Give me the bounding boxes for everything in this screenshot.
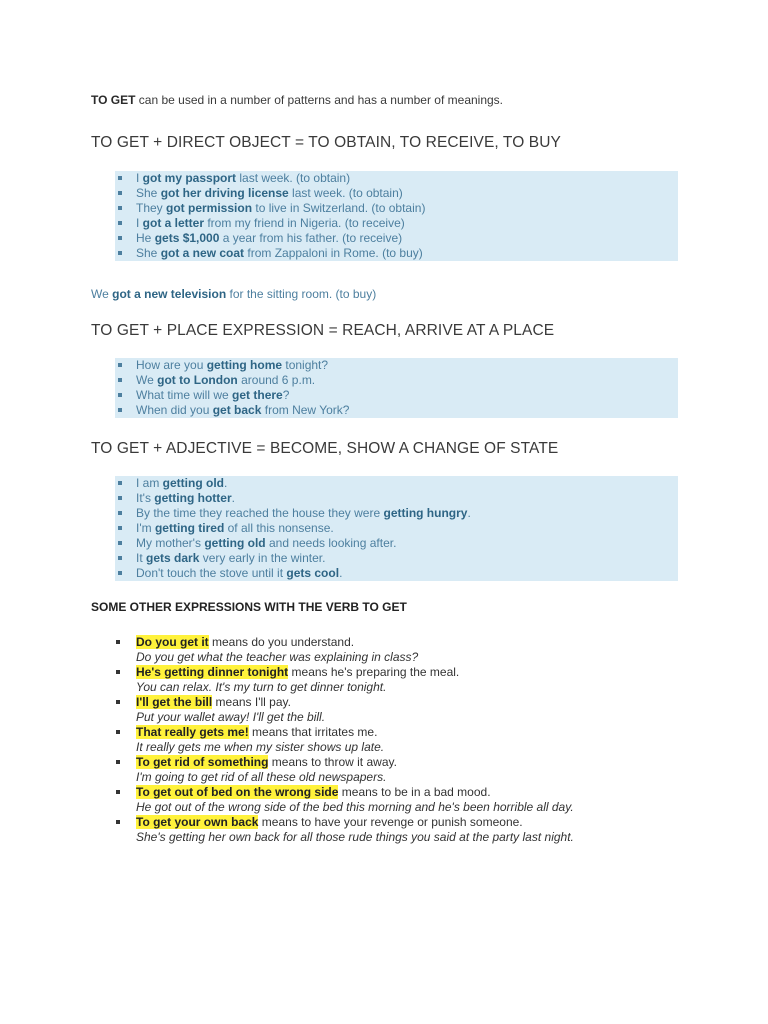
expression-phrase: To get out of bed on the wrong side — [136, 785, 339, 799]
list-item: I am getting old. — [115, 476, 678, 491]
intro-bold: TO GET — [91, 93, 136, 107]
expressions-list — [115, 635, 715, 845]
list-item: By the time they reached the house they were getting hungry. — [115, 506, 678, 521]
expression-phrase: To get your own back — [136, 815, 259, 829]
expression-example: It really gets me when my sister shows up late. — [136, 740, 385, 754]
expression-item: He's getting dinner tonight means he's preparing the meal. You can relax. It's my turn to get dinner tonight. — [115, 665, 715, 695]
loose-example: We got a new television for the sitting room. (to buy) — [91, 287, 377, 301]
section-heading-place-expression: TO GET + PLACE EXPRESSION = REACH, ARRIVE AT A PLACE — [91, 322, 555, 339]
expression-item: Do you get it means do you understand. Do you get what the teacher was explaining in class? — [115, 635, 715, 665]
list-item: It gets dark very early in the winter. — [115, 551, 678, 566]
list-item: How are you getting home tonight? — [115, 358, 678, 373]
examples-box-direct-object — [115, 171, 678, 261]
expression-phrase: Do you get it — [136, 635, 209, 649]
expression-example: You can relax. It's my turn to get dinner tonight. — [136, 680, 387, 694]
list-item: When did you get back from New York? — [115, 403, 678, 418]
section-heading-direct-object: TO GET + DIRECT OBJECT = TO OBTAIN, TO RECEIVE, TO BUY — [91, 134, 561, 151]
section-heading-adjective: TO GET + ADJECTIVE = BECOME, SHOW A CHANGE OF STATE — [91, 440, 559, 457]
list-item: Don't touch the stove until it gets cool. — [115, 566, 678, 581]
expression-phrase: I'll get the bill — [136, 695, 213, 709]
list-item: It's getting hotter. — [115, 491, 678, 506]
list-item: We got to London around 6 p.m. — [115, 373, 678, 388]
intro-text: can be used in a number of patterns and has a number of meanings. — [135, 93, 504, 107]
expression-item: To get rid of something means to throw it away. I'm going to get rid of all these old newspapers. — [115, 755, 715, 785]
list-item: She got a new coat from Zappaloni in Rome. (to buy) — [115, 246, 678, 261]
expression-phrase: He's getting dinner tonight — [136, 665, 289, 679]
examples-box-place-expression — [115, 358, 678, 418]
list-item: They got permission to live in Switzerland. (to obtain) — [115, 201, 678, 216]
expression-item: To get out of bed on the wrong side means to be in a bad mood. He got out of the wrong side of the bed this morning and he's been horrible all day. — [115, 785, 715, 815]
expression-example: She's getting her own back for all those rude things you said at the party last night. — [136, 830, 574, 844]
intro-paragraph — [91, 93, 503, 108]
list-item: I got my passport last week. (to obtain) — [115, 171, 678, 186]
other-expressions-title: SOME OTHER EXPRESSIONS WITH THE VERB TO GET — [91, 600, 407, 614]
expression-example: Put your wallet away! I'll get the bill. — [136, 710, 326, 724]
expression-example: Do you get what the teacher was explaining in class? — [136, 650, 419, 664]
expression-phrase: That really gets me! — [136, 725, 249, 739]
expression-phrase: To get rid of something — [136, 755, 269, 769]
list-item: What time will we get there? — [115, 388, 678, 403]
list-item: My mother's getting old and needs looking after. — [115, 536, 678, 551]
list-item: I got a letter from my friend in Nigeria. (to receive) — [115, 216, 678, 231]
expression-item: That really gets me! means that irritates me. It really gets me when my sister shows up late. — [115, 725, 715, 755]
expression-example: He got out of the wrong side of the bed this morning and he's been horrible all day. — [136, 800, 574, 814]
expression-item: I'll get the bill means I'll pay. Put your wallet away! I'll get the bill. — [115, 695, 715, 725]
expression-item: To get your own back means to have your revenge or punish someone. She's getting her own back for all those rude things you said at the party last night. — [115, 815, 715, 845]
expression-example: I'm going to get rid of all these old newspapers. — [136, 770, 387, 784]
list-item: I'm getting tired of all this nonsense. — [115, 521, 678, 536]
list-item: She got her driving license last week. (to obtain) — [115, 186, 678, 201]
list-item: He gets $1,000 a year from his father. (to receive) — [115, 231, 678, 246]
examples-box-adjective — [115, 476, 678, 581]
